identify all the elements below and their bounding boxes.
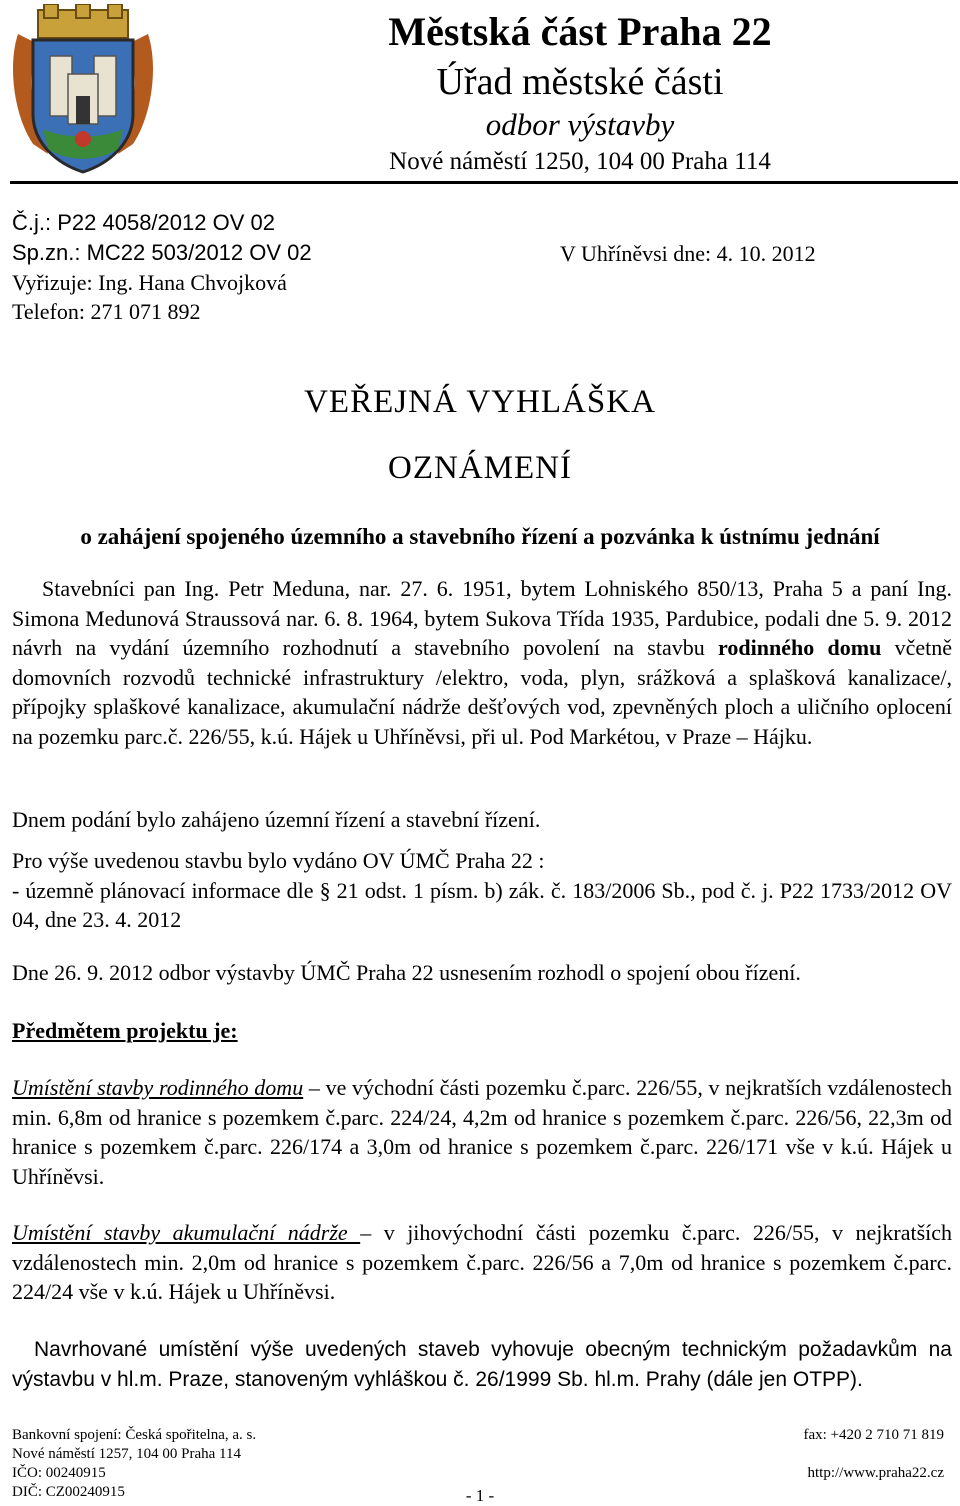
tank-placement-text: – v jihovýchodní části pozemku č.parc. 226/55, v nejkratších vzdálenostech min. 2,0m od hranice s pozemkem č.parc. 226/56 a 7,0m od hranice s pozemkem č.parc. 224/24 vše v k.ú. Hájek u Uhříněvsi. [12, 1220, 953, 1304]
paragraph-house-placement [12, 1073, 952, 1191]
applicants-text: Stavebníci pan Ing. Petr Meduna, nar. 27. 6. 1951, bytem Lohniského 850/13, Praha 5 a paní Ing. Simona Medunová Straussová nar. 6. 8. 1964, bytem Sukova Třída 1935, Pardubice, podali dne 5. 9. 2012 návrh na vydání územního rozhodnutí a stavebního povolení na stavbu [12, 576, 952, 660]
handled-by: Vyřizuje: Ing. Hana Chvojková [12, 270, 287, 295]
footer-address: Nové náměstí 1257, 104 00 Praha 114 [12, 1446, 241, 1462]
project-subject-label: Předmětem projektu je: [12, 1018, 238, 1043]
paragraph-compliance: Navrhované umístění výše uvedených staveb vyhovuje obecným technickým požadavkům na výstavbu v hl.m. Praze, stanoveným vyhláškou č. 26/1999 Sb. hl.m. Prahy (dále jen OTPP). [12, 1338, 952, 1391]
footer-row-1 [12, 1425, 952, 1445]
building-description: včetně domovních rozvodů technické infrastruktury /elektro, voda, plyn, srážková a splašková kanalizace/, přípojky splaškové kanalizace, akumulační nádrže dešťových vod, zpevněných ploch a uličního oplocení na pozemku parc.č. 226/55, k.ú. Hájek u Uhříněvsi, při ul. Pod Markétou, v Praze – Hájku. [12, 635, 953, 749]
department-title: odbor výstavby [485, 107, 675, 142]
office-address: Nové náměstí 1250, 104 00 Praha 114 [389, 148, 771, 175]
file-number: Sp.zn.: MC22 503/2012 OV 02 [12, 240, 312, 265]
ico-number: IČO: 00240915 [12, 1465, 106, 1481]
website-link[interactable]: http://www.praha22.cz [807, 1465, 944, 1481]
paragraph-applicants [12, 574, 952, 751]
dic-number: DIČ: CZ00240915 [12, 1484, 125, 1500]
notice-heading: VEŘEJNÁ VYHLÁŠKA [304, 384, 656, 420]
coat-of-arms-icon [8, 4, 158, 176]
building-type: rodinného domu [718, 635, 882, 660]
announcement-heading: OZNÁMENÍ [388, 450, 572, 486]
paragraph-proceedings-start: Dnem podání bylo zahájeno územní řízení a stavební řízení. [12, 807, 541, 832]
tank-placement-label: Umístění stavby akumulační nádrže [12, 1220, 361, 1245]
municipality-title: Městská část Praha 22 [388, 9, 772, 54]
fax-number: fax: +420 2 710 71 819 [803, 1427, 944, 1443]
issued-docs-item: - územně plánovací informace dle § 21 odst. 1 písm. b) zák. č. 183/2006 Sb., pod č. j. P22 1733/2012 OV 04, dne 23. 4. 2012 [12, 877, 952, 932]
issued-docs-intro: Pro výše uvedenou stavbu bylo vydáno OV ÚMČ Praha 22 : [12, 848, 545, 873]
project-subject-heading [12, 1016, 952, 1046]
page-number: - 1 - [465, 1486, 495, 1505]
reference-number: Č.j.: P22 4058/2012 OV 02 [12, 210, 275, 235]
header-divider [10, 181, 958, 184]
paragraph-merge-decision: Dne 26. 9. 2012 odbor výstavby ÚMČ Praha 22 usnesením rozhodl o spojení obou řízení. [12, 960, 801, 985]
paragraph-tank-placement [12, 1218, 952, 1307]
office-title: Úřad městské části [436, 61, 724, 103]
footer-row-3 [12, 1463, 952, 1483]
document-date: V Uhříněvsi dne: 4. 10. 2012 [560, 241, 816, 266]
subject-heading: o zahájení spojeného územního a stavebního řízení a pozvánka k ústnímu jednání [80, 524, 880, 549]
phone: Telefon: 271 071 892 [12, 299, 201, 324]
house-placement-label: Umístění stavby rodinného domu [12, 1075, 304, 1100]
house-placement-text: – ve východní části pozemku č.parc. 226/55, v nejkratších vzdálenostech min. 6,8m od hranice s pozemkem č.parc. 224/24, 4,2m od hranice s pozemkem č.parc. 226/56, 22,3m od hranice s pozemkem č.parc. 226/174 a 3,0m od hranice s pozemkem č.parc. 226/171 vše v k.ú. Hájek u Uhříněvsi. [12, 1075, 952, 1189]
paragraph-issued-docs [12, 846, 952, 935]
bank-info: Bankovní spojení: Česká spořitelna, a. s. [12, 1427, 257, 1443]
